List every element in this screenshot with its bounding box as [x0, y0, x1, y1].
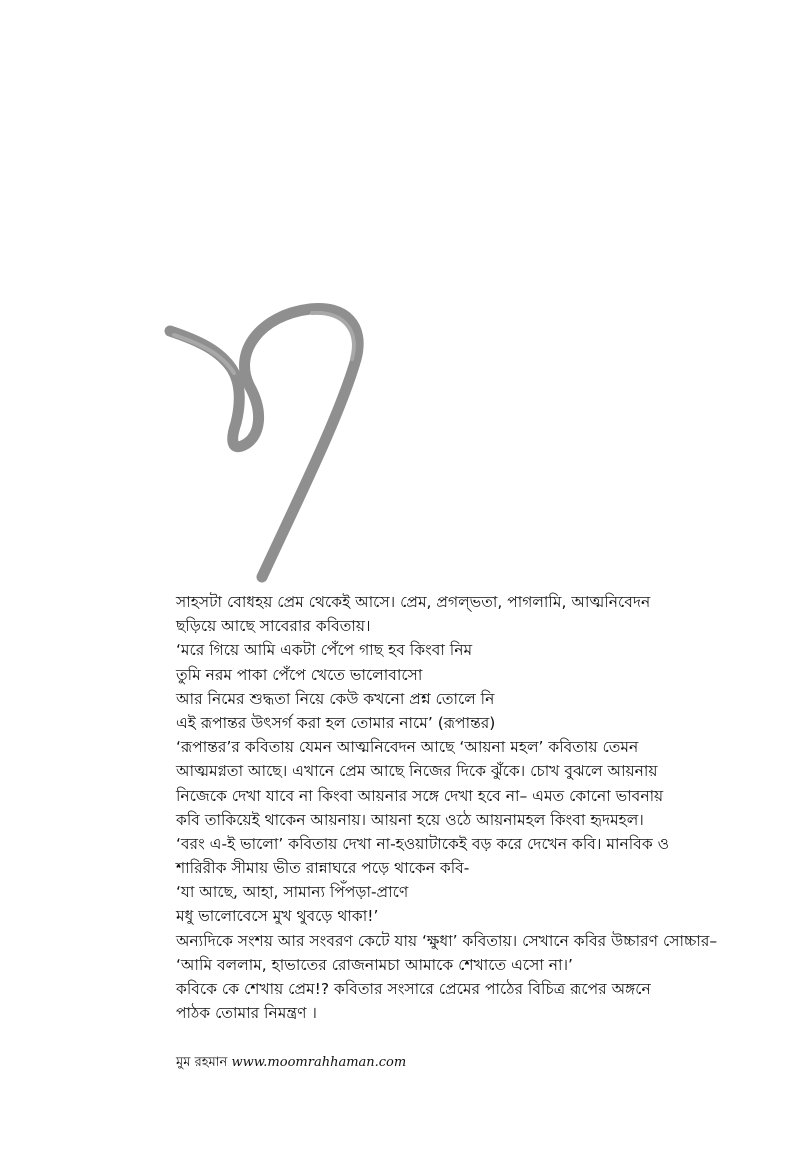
text-line: শারিরীক সীমায় ভীত রান্নাঘরে পড়ে থাকেন কবি-	[176, 859, 470, 878]
article-body	[176, 590, 736, 1025]
text-line: ছড়িয়ে আছে সাবেরার কবিতায়।	[176, 617, 371, 636]
text-line: নিজেকে দেখা যাবে না কিংবা আয়নার সঙ্গে দেখা হবে না– এমত কোনো ভাবনায়	[176, 786, 664, 805]
text-line: ‘বরং এ-ই ভালো’ কবিতায় দেখা না-হওয়াটাকেই বড় করে দেখেন কবি। মানবিক ও	[176, 834, 669, 853]
text-line: কবি তাকিয়েই থাকেন আয়নায়। আয়না হয়ে ওঠে আয়নামহল কিংবা হৃদমহল।	[176, 810, 644, 829]
author-name: মুম রহমান	[176, 1055, 228, 1070]
poem-line: ‘মরে গিয়ে আমি একটা পেঁপে গাছ হব কিংবা নিম	[176, 641, 473, 660]
poem-line: ‘যা আছে, আহা, সামান্য পিঁপড়া-প্রাণে	[176, 883, 409, 902]
poem-line: তুমি নরম পাকা পেঁপে খেতে ভালোবাসো	[176, 665, 423, 684]
text-line: পাঠক তোমার নিমন্ত্রণ ।	[176, 1004, 317, 1023]
poem-line: এই রূপান্তর উৎসর্গ করা হল তোমার নামে’ (রূপান্তর)	[176, 713, 496, 732]
poem-line: আর নিমের শুদ্ধতা নিয়ে কেউ কখনো প্রশ্ন তোলে নি	[176, 689, 495, 708]
text-line: আত্মমগ্নতা আছে। এখানে প্রেম আছে নিজের দিকে ঝুঁকে। চোখ বুঝলে আয়নায়	[176, 762, 658, 781]
text-line: সাহসটা বোধহয় প্রেম থেকেই আসে। প্রেম, প্রগল্‌ভতা, পাগলামি, আত্মনিবেদন	[176, 593, 651, 611]
text-line: কবিকে কে শেখায় প্রেম!? কবিতার সংসারে প্রেমের পাঠের বিচিত্র রূপের অঙ্গনে	[176, 980, 651, 998]
text-line: অন্যদিকে সংশয় আর সংবরণ কেটে যায় ‘ক্ষুধা’ কবিতায়। সেখানে কবির উচ্চারণ সোচ্চার–	[176, 931, 718, 950]
text-line: ‘রূপান্তর’র কবিতায় যেমন আত্মনিবেদন আছে ‘আয়না মহল’ কবিতায় তেমন	[176, 738, 639, 757]
website-url: www.moomrahhaman.com	[231, 1055, 407, 1070]
poem-line: মধু ভালোবেসে মুখ থুবড়ে থাকা!’	[176, 907, 379, 926]
signature	[176, 1053, 406, 1074]
poem-line: ‘আমি বললাম, হাভাতের রোজনামচা আমাকে শেখাতে এসো না।’	[176, 955, 573, 974]
brush-stroke-icon	[160, 295, 375, 585]
